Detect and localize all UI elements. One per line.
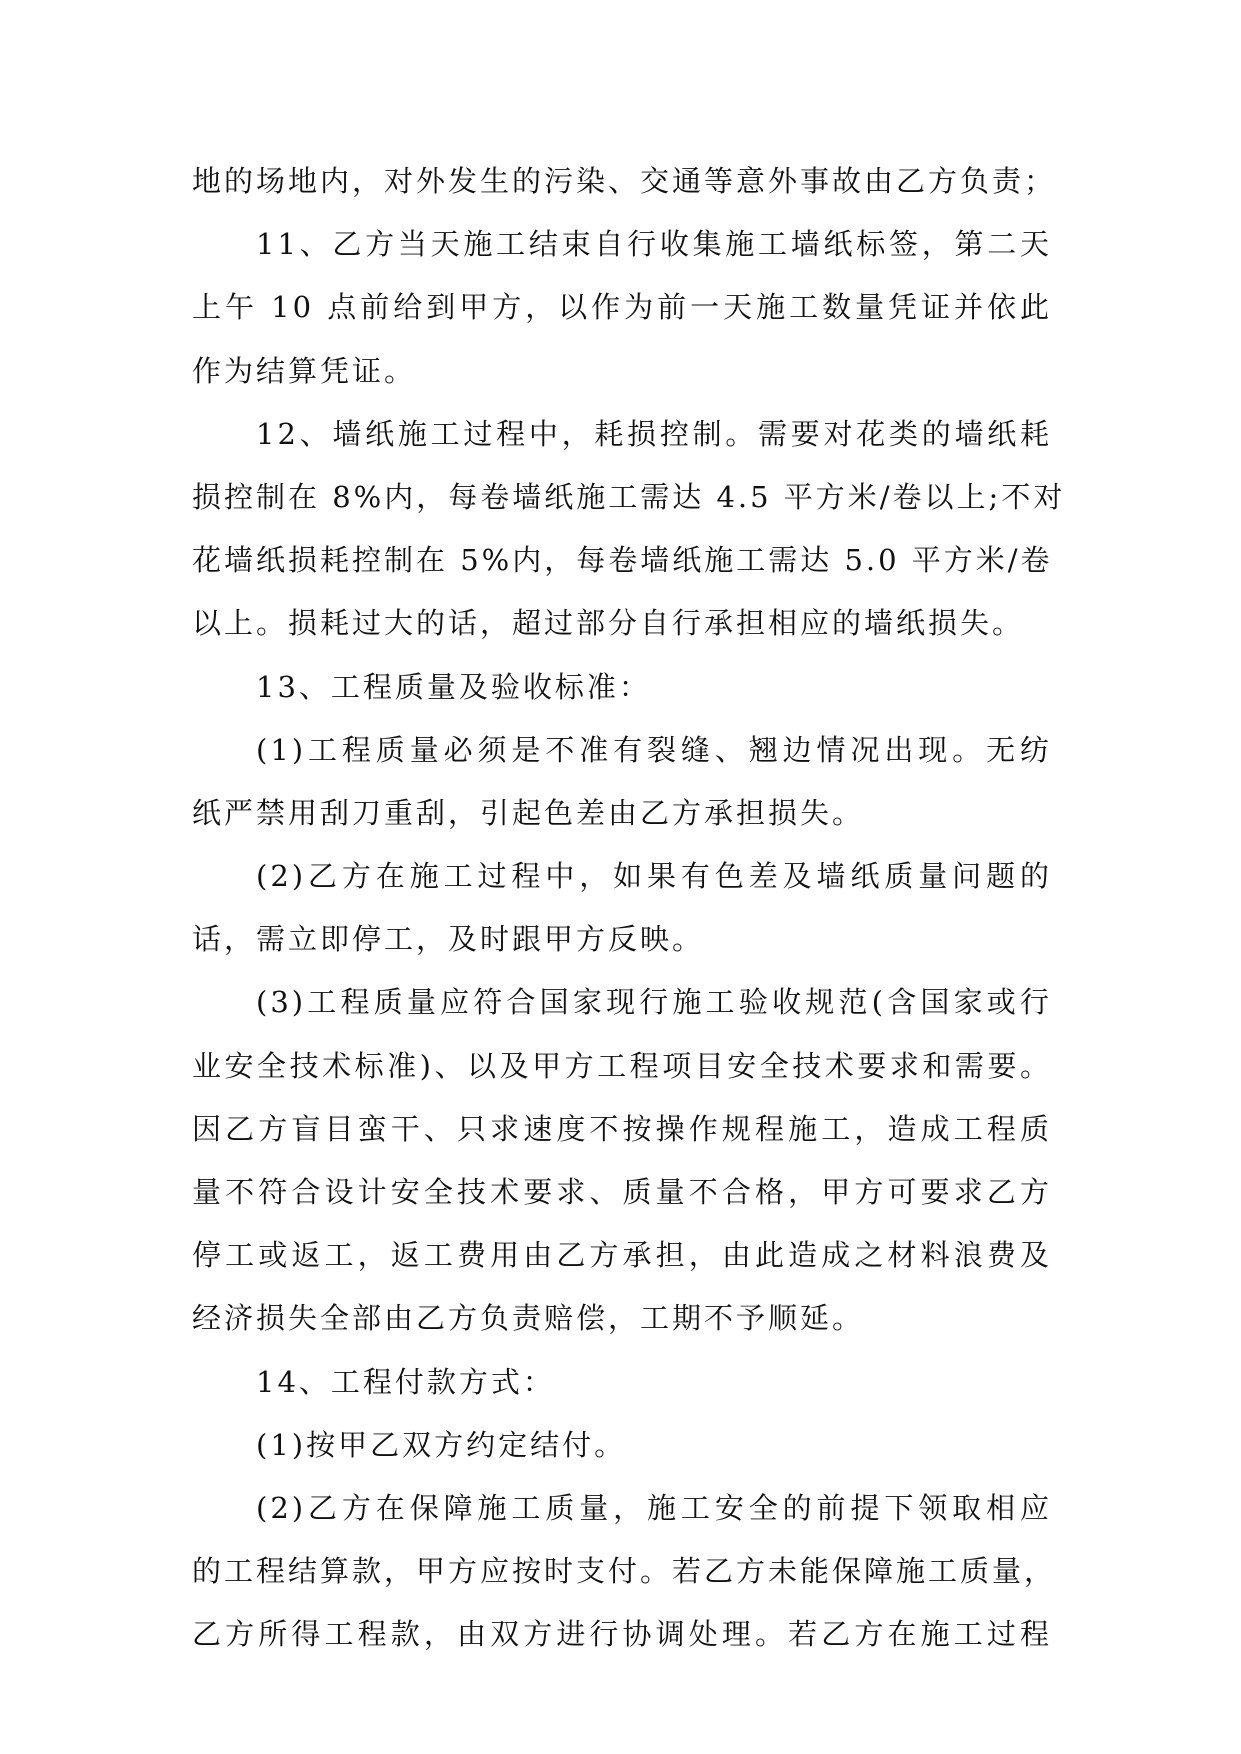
text-line: 地的场地内，对外发生的污染、交通等意外事故由乙方负责； <box>192 164 1057 198</box>
text-line: 乙方所得工程款，由双方进行协调处理。若乙方在施工过程 <box>192 1617 1052 1652</box>
text-line: (2)乙方在保障施工质量，施工安全的前提下领取相应 <box>256 1490 1052 1525</box>
text-line: 因乙方盲目蛮干、只求速度不按操作规程施工，造成工程质 <box>192 1111 1052 1146</box>
document-body <box>192 150 1066 1667</box>
text-line: 14、工程付款方式： <box>256 1364 555 1399</box>
text-line: 量不符合设计安全技术要求、质量不合格，甲方可要求乙方 <box>192 1175 1052 1209</box>
text-line: 停工或返工，返工费用由乙方承担，由此造成之材料浪费及 <box>192 1238 1052 1273</box>
text-line: 业安全技术标准)、以及甲方工程项目安全技术要求和需要。 <box>192 1048 1052 1083</box>
text-line: 经济损失全部由乙方负责赔偿，工期不予顺延。 <box>192 1301 865 1336</box>
text-line: 话，需立即停工，及时跟甲方反映。 <box>192 922 705 957</box>
text-line: (1)按甲乙双方约定结付。 <box>256 1427 627 1462</box>
text-line: 13、工程质量及验收标准： <box>256 669 651 704</box>
text-line: 损控制在 8%内，每卷墙纸施工需达 4.5 平方米/卷以上;不对 <box>192 479 1066 514</box>
text-line: (3)工程质量应符合国家现行施工验收规范(含国家或行 <box>256 985 1052 1020</box>
text-line: 的工程结算款，甲方应按时支付。若乙方未能保障施工质量， <box>192 1554 1057 1589</box>
text-line: 11、乙方当天施工结束自行收集施工墙纸标签，第二天 <box>256 227 1052 262</box>
text-line: 12、墙纸施工过程中，耗损控制。需要对花类的墙纸耗 <box>256 416 1052 451</box>
text-line: (2)乙方在施工过程中，如果有色差及墙纸质量问题的 <box>256 859 1052 894</box>
text-line: 纸严禁用刮刀重刮，引起色差由乙方承担损失。 <box>192 795 865 830</box>
text-line: 以上。损耗过大的话，超过部分自行承担相应的墙纸损失。 <box>192 606 1025 641</box>
text-line: 上午 10 点前给到甲方，以作为前一天施工数量凭证并依此 <box>192 290 1052 325</box>
text-line: 花墙纸损耗控制在 5%内，每卷墙纸施工需达 5.0 平方米/卷 <box>192 543 1053 578</box>
text-line: 作为结算凭证。 <box>192 353 417 388</box>
text-line: (1)工程质量必须是不准有裂缝、翘边情况出现。无纺 <box>256 732 1052 767</box>
